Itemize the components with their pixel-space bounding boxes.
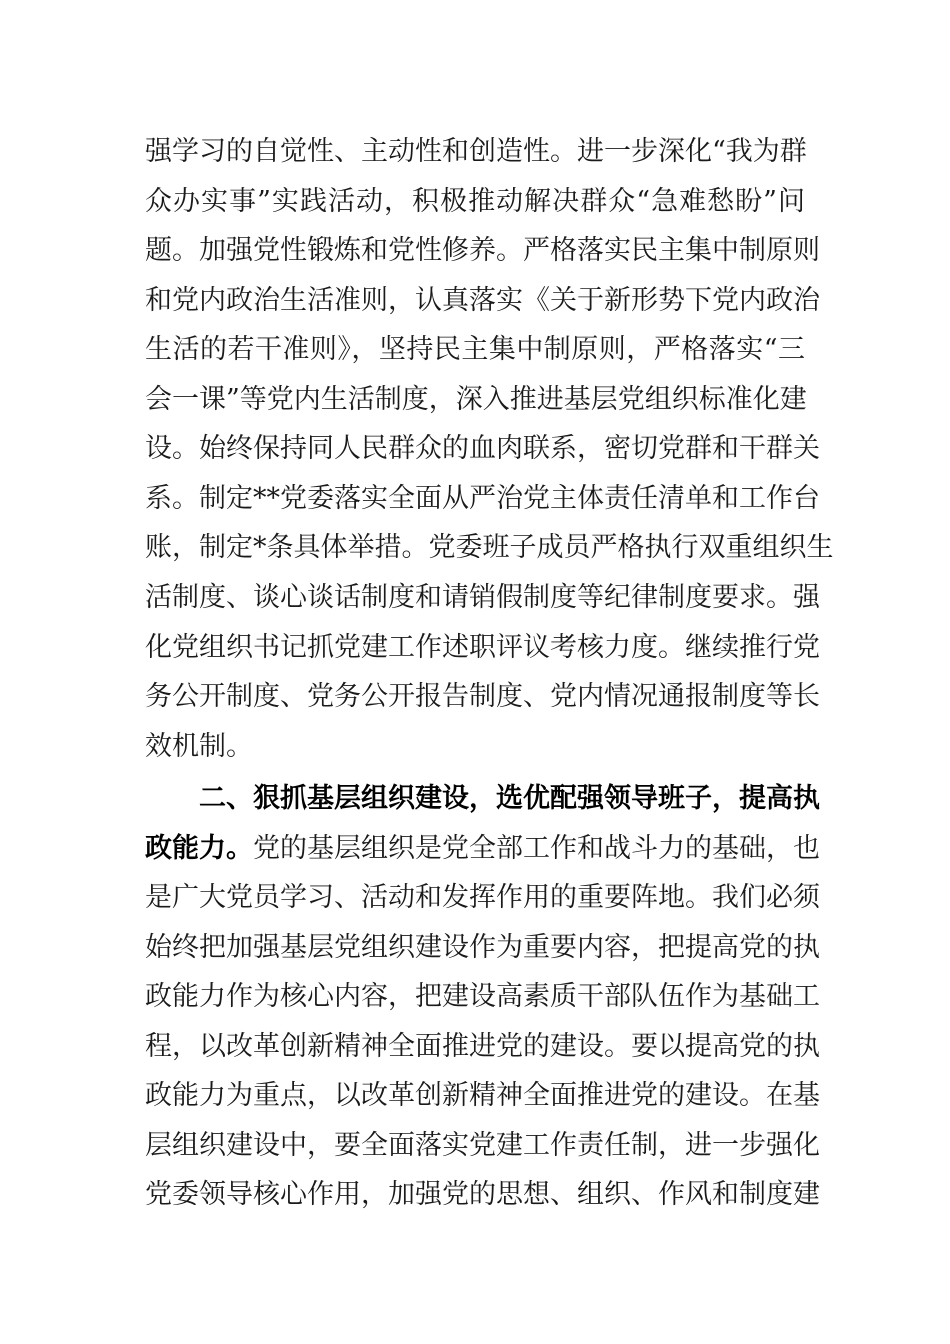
paragraph-line: 生活的若干准则》，坚持民主集中制原则，严格落实“三 <box>145 334 805 365</box>
paragraph-line: 账，制定*条具体举措。党委班子成员严格执行双重组织生 <box>145 532 834 563</box>
paragraph-line-text: 党的基层组织是党全部工作和战斗力的基础，也 <box>253 833 820 864</box>
paragraph-line: 程，以改革创新精神全面推进党的建设。要以提高党的执 <box>145 1031 820 1062</box>
paragraph-line: 层组织建设中，要全面落实党建工作责任制，进一步强化 <box>145 1130 820 1161</box>
section-heading-tail: 政能力。 <box>145 833 253 864</box>
paragraph-line: 设。始终保持同人民群众的血肉联系，密切党群和干群关 <box>145 433 820 464</box>
paragraph-line: 系。制定**党委落实全面从严治党主体责任清单和工作台 <box>145 483 820 514</box>
paragraph-line: 活制度、谈心谈话制度和请销假制度等纪律制度要求。强 <box>145 582 820 613</box>
heading-continuation-line <box>145 824 820 874</box>
paragraph-line: 强学习的自觉性、主动性和创造性。进一步深化“我为群 <box>145 136 807 167</box>
paragraph-line: 会一课”等党内生活制度，深入推进基层党组织标准化建 <box>145 384 807 415</box>
paragraph-line: 效机制。 <box>145 731 253 762</box>
paragraph-line: 党委领导核心作用，加强党的思想、组织、作风和制度建 <box>145 1179 820 1210</box>
paragraph-line: 是广大党员学习、活动和发挥作用的重要阵地。我们必须 <box>145 882 820 913</box>
paragraph-line: 务公开制度、党务公开报告制度、党内情况通报制度等长 <box>145 681 820 712</box>
section-heading: 二、狠抓基层组织建设，选优配强领导班子，提高执 <box>199 783 820 814</box>
paragraph-line: 始终把加强基层党组织建设作为重要内容，把提高党的执 <box>145 932 820 963</box>
paragraph-line: 化党组织书记抓党建工作述职评议考核力度。继续推行党 <box>145 632 820 663</box>
paragraph-line: 政能力为重点，以改革创新精神全面推进党的建设。在基 <box>145 1080 820 1111</box>
paragraph-line: 政能力作为核心内容，把建设高素质干部队伍作为基础工 <box>145 981 820 1012</box>
paragraph-line: 和党内政治生活准则，认真落实《关于新形势下党内政治 <box>145 285 820 316</box>
paragraph-line: 众办实事”实践活动，积极推动解决群众“急难愁盼”问 <box>145 186 805 217</box>
paragraph-line: 题。加强党性锻炼和党性修养。严格落实民主集中制原则 <box>145 235 820 266</box>
